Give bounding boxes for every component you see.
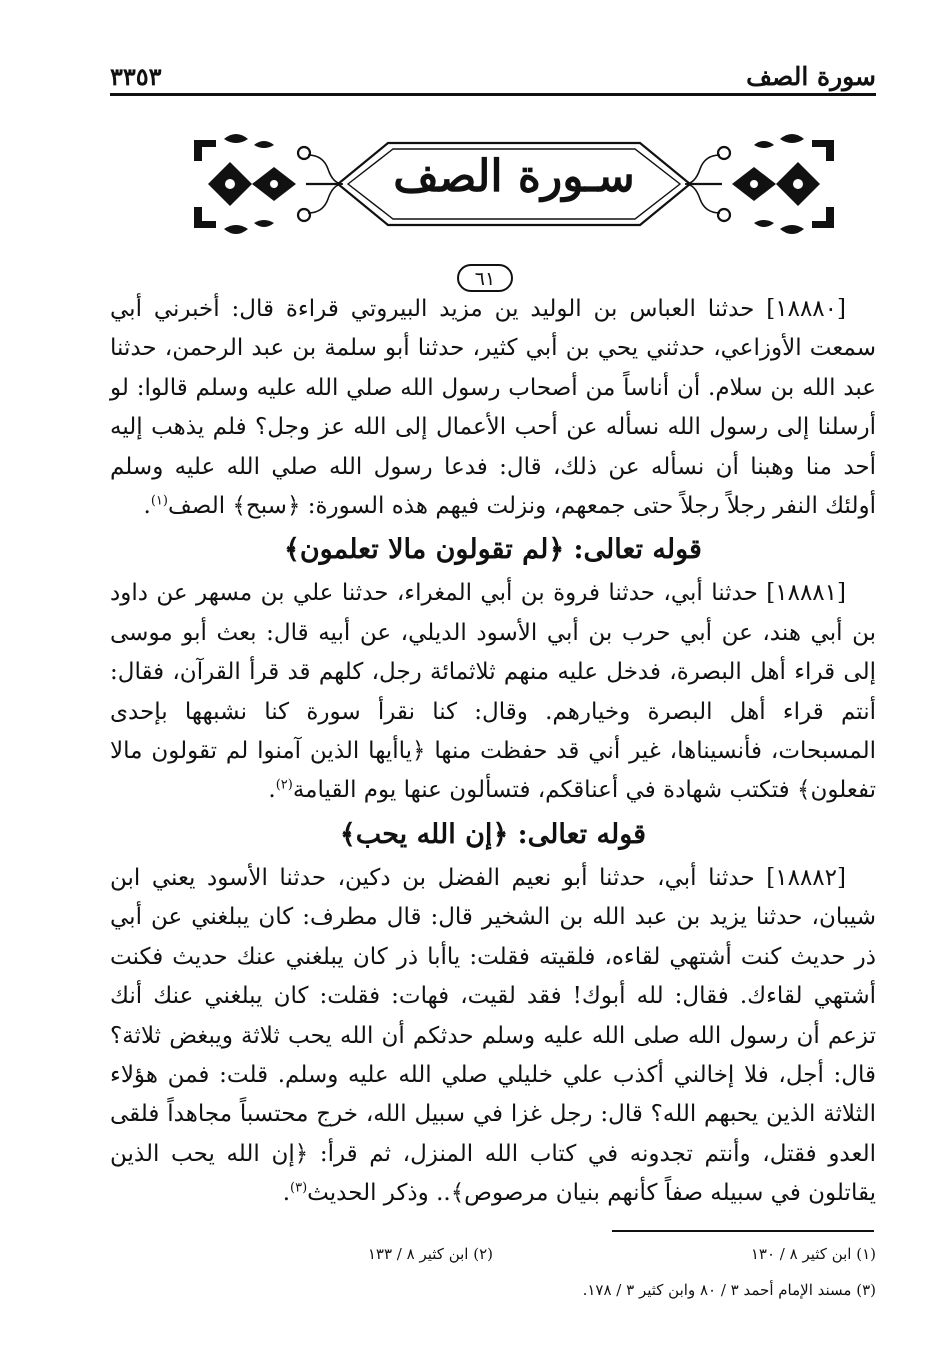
footnote-marker: (٢) <box>275 777 293 793</box>
paragraph-tail: . <box>268 777 276 804</box>
hadith-paragraph <box>110 574 876 810</box>
main-text <box>110 290 876 1214</box>
footnote-2: (٢) ابن كثير ٨ / ١٣٣ <box>367 1245 493 1263</box>
running-header-title: سورة الصف <box>746 62 876 91</box>
page-number: ٣٣٥٣ <box>110 62 162 91</box>
paragraph-tail: . <box>282 1180 291 1207</box>
section-heading: قوله تعالى: ﴿إن الله يحب﴾ <box>339 818 647 850</box>
section-heading: قوله تعالى: ﴿لم تقولون مالا تعلمون﴾ <box>284 534 702 566</box>
footnotes <box>110 1236 876 1308</box>
hadith-paragraph <box>110 290 876 526</box>
footnote-3: (٣) مسند الإمام أحمد ٣ / ٨٠ وابن كثير ٣ / ١٧٨. <box>582 1281 876 1299</box>
paragraph-text: [١٨٨٨٢] حدثنا أبي، حدثنا أبو نعيم الفضل بن دكين، حدثنا الأسود يعني ابن شيبان، حدثنا يزيد بن عبد الله بن الشخير قال: قال مطرف: كان يبلغني عن أبي ذر حديث كنت أشتهي لقاءه، فلقيته فقلت: ياأبا ذر كان يبلغني عنك حديث فكنت أشتهي لقاءك. فقال: لله أبوك! فقد لقيت، فهات: فقلت: كان يبلغني عنك أنك تزعم أن رسول الله صلى الله عليه وسلم حدثكم أن الله يحب ثلاثة ويبغض ثلاثة؟ قال: أجل، فلا إخالني أكذب علي خليلي صلي الله عليه وسلم. قلت: فمن هؤلاء الثلاثة الذين يحبهم الله؟ قال: رجل غزا في سبيل الله، خرج محتسباً مجاهداً فلقى العدو فقتل، وأنتم تجدونه في كتاب الله المنزل، ثم قرأ: ﴿إن الله يحب الذين يقاتلون في سبيله صفاً كأنهم بنيان مرصوص﴾.. وذكر الحديث <box>110 864 876 1207</box>
paragraph-text: [١٨٨٨٠] حدثنا العباس بن الوليد ين مزيد البيروتي قراءة قال: أخبرني أبي سمعت الأوزاعي، حدثني يحي بن أبي كثير، حدثنا أبو سلمة بن عبد الرحمن، حدثنا عبد الله بن سلام. أن أناساً من أصحاب رسول الله صلي الله عليه وسلم قالوا: لو أرسلنا إلى رسول الله نسأله عن أحب الأعمال إلى الله عز وجل؟ فلم يذهب إليه أحد منا وهبنا أن نسأله عن ذلك، قال: فدعا رسول الله صلي الله عليه وسلم أولئك النفر رجلاً رجلاً حتى جمعهم، ونزلت فيهم هذه السورة: ﴿سبح﴾ الصف <box>110 296 877 520</box>
surah-title-banner <box>188 125 840 243</box>
surah-title: سـورة الصف <box>393 151 635 202</box>
hadith-paragraph <box>110 859 876 1214</box>
paragraph-tail: . <box>143 493 151 520</box>
footnote-divider <box>612 1230 874 1232</box>
surah-number-badge: ٦١ <box>457 264 513 292</box>
footnote-marker: (٣) <box>290 1180 308 1196</box>
footnote-marker: (١) <box>150 493 168 509</box>
running-header <box>110 52 876 96</box>
paragraph-text: [١٨٨٨١] حدثنا أبي، حدثنا فروة بن أبي المغراء، حدثنا علي بن مسهر عن داود بن أبي هند، عن أبي حرب بن أبي الأسود الديلي، عن أبيه قال: بعث أبو موسى إلى قراء أهل البصرة، فدخل عليه منهم ثلاثمائة رجل، كلهم قد قرأ القرآن، فقال: أنتم قراء أهل البصرة وخيارهم. وقال: كنا نقرأ سورة كنا نشبهها بإحدى المسبحات، فأنسيناها، غير أني قد حفظت منها ﴿ياأيها الذين آمنوا لم تقولون مالا تفعلون﴾ فتكتب شهادة في أعناقكم، فتسألون عنها يوم القيامة <box>110 580 876 804</box>
footnote-1: (١) ابن كثير ٨ / ١٣٠ <box>750 1245 876 1263</box>
